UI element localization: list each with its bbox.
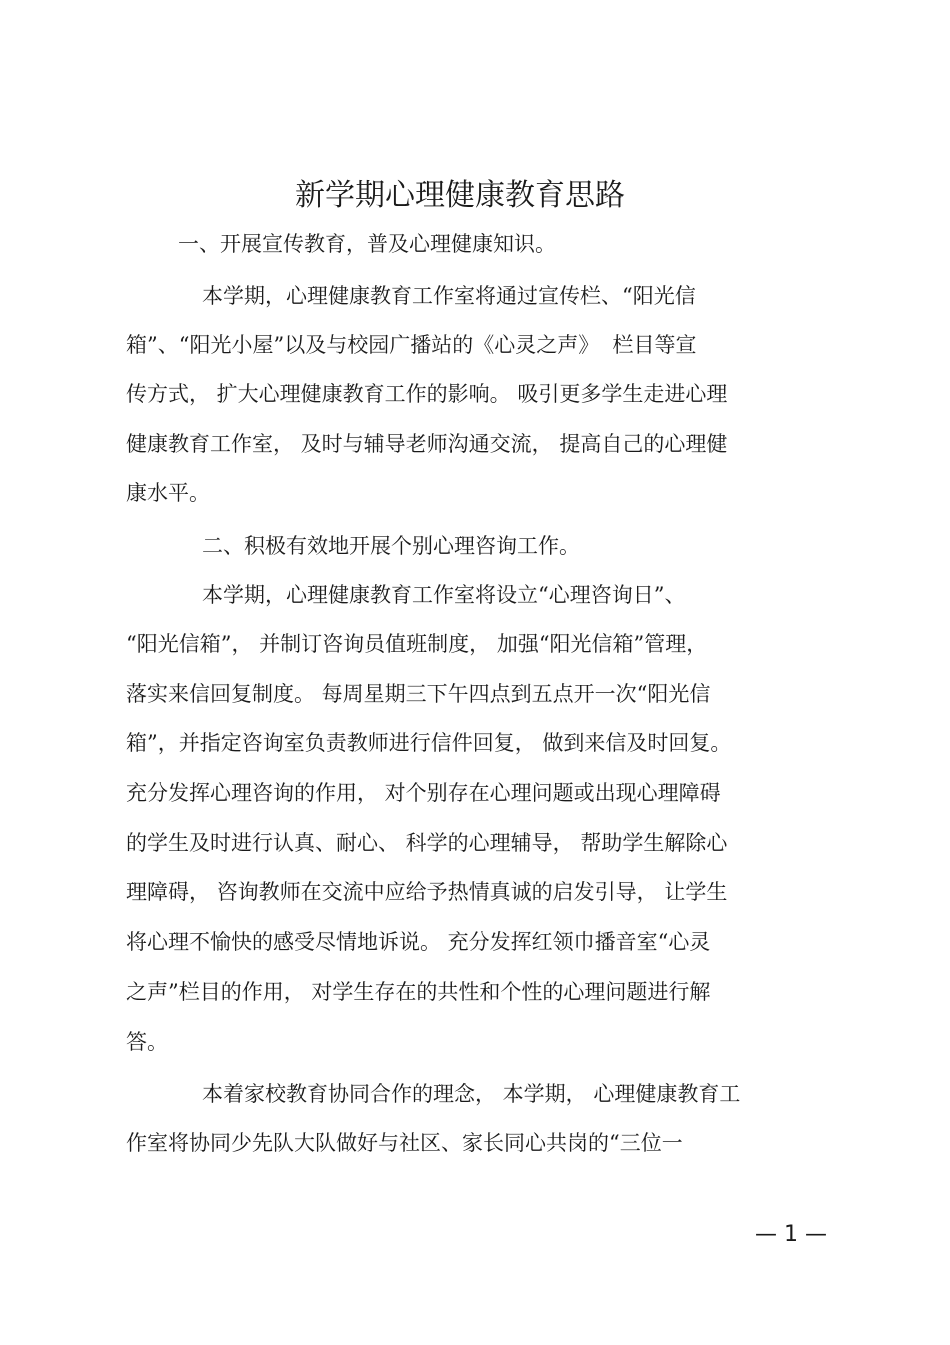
paragraph-line: “阳光信箱”， 并制订咨询员值班制度， 加强“阳光信箱”管理， xyxy=(126,632,708,656)
paragraph-line: 作室将协同少先队大队做好与社区、家长同心共岗的“三位一 xyxy=(126,1131,683,1155)
paragraph-line: 将心理不愉快的感受尽情地诉说。 充分发挥红领巾播音室“心灵 xyxy=(126,930,711,954)
paragraph-line: 箱”、“阳光小屋”以及与校园广播站的《心灵之声》 栏目等宣 xyxy=(126,333,697,357)
paragraph-line: 的学生及时进行认真、耐心、 科学的心理辅导， 帮助学生解除心 xyxy=(126,831,728,855)
paragraph-line: 充分发挥心理咨询的作用， 对个别存在心理问题或出现心理障碍 xyxy=(126,781,721,805)
section-heading-1: 一、开展宣传教育，普及心理健康知识。 xyxy=(178,232,556,256)
paragraph-line: 之声”栏目的作用， 对学生存在的共性和个性的心理问题进行解 xyxy=(126,980,711,1004)
paragraph-line: 健康教育工作室， 及时与辅导老师沟通交流， 提高自己的心理健 xyxy=(126,432,728,456)
document-title: 新学期心理健康教育思路 xyxy=(295,178,625,213)
paragraph-line: 答。 xyxy=(126,1030,168,1054)
page-number: — 1 — xyxy=(755,1222,827,1247)
paragraph-line: 落实来信回复制度。 每周星期三下午四点到五点开一次“阳光信 xyxy=(126,682,711,706)
paragraph-line: 理障碍， 咨询教师在交流中应给予热情真诚的启发引导， 让学生 xyxy=(126,880,728,904)
paragraph-line: 康水平。 xyxy=(126,481,210,505)
paragraph-line: 箱”，并指定咨询室负责教师进行信件回复， 做到来信及时回复。 xyxy=(126,731,732,755)
section-heading-2: 二、积极有效地开展个别心理咨询工作。 xyxy=(202,534,580,558)
paragraph-line: 本着家校教育协同合作的理念， 本学期， 心理健康教育工 xyxy=(202,1082,741,1106)
paragraph-line: 本学期，心理健康教育工作室将通过宣传栏、“阳光信 xyxy=(202,284,696,308)
paragraph-line: 本学期，心理健康教育工作室将设立“心理咨询日”、 xyxy=(202,583,686,607)
paragraph-line: 传方式， 扩大心理健康教育工作的影响。 吸引更多学生走进心理 xyxy=(126,382,728,406)
